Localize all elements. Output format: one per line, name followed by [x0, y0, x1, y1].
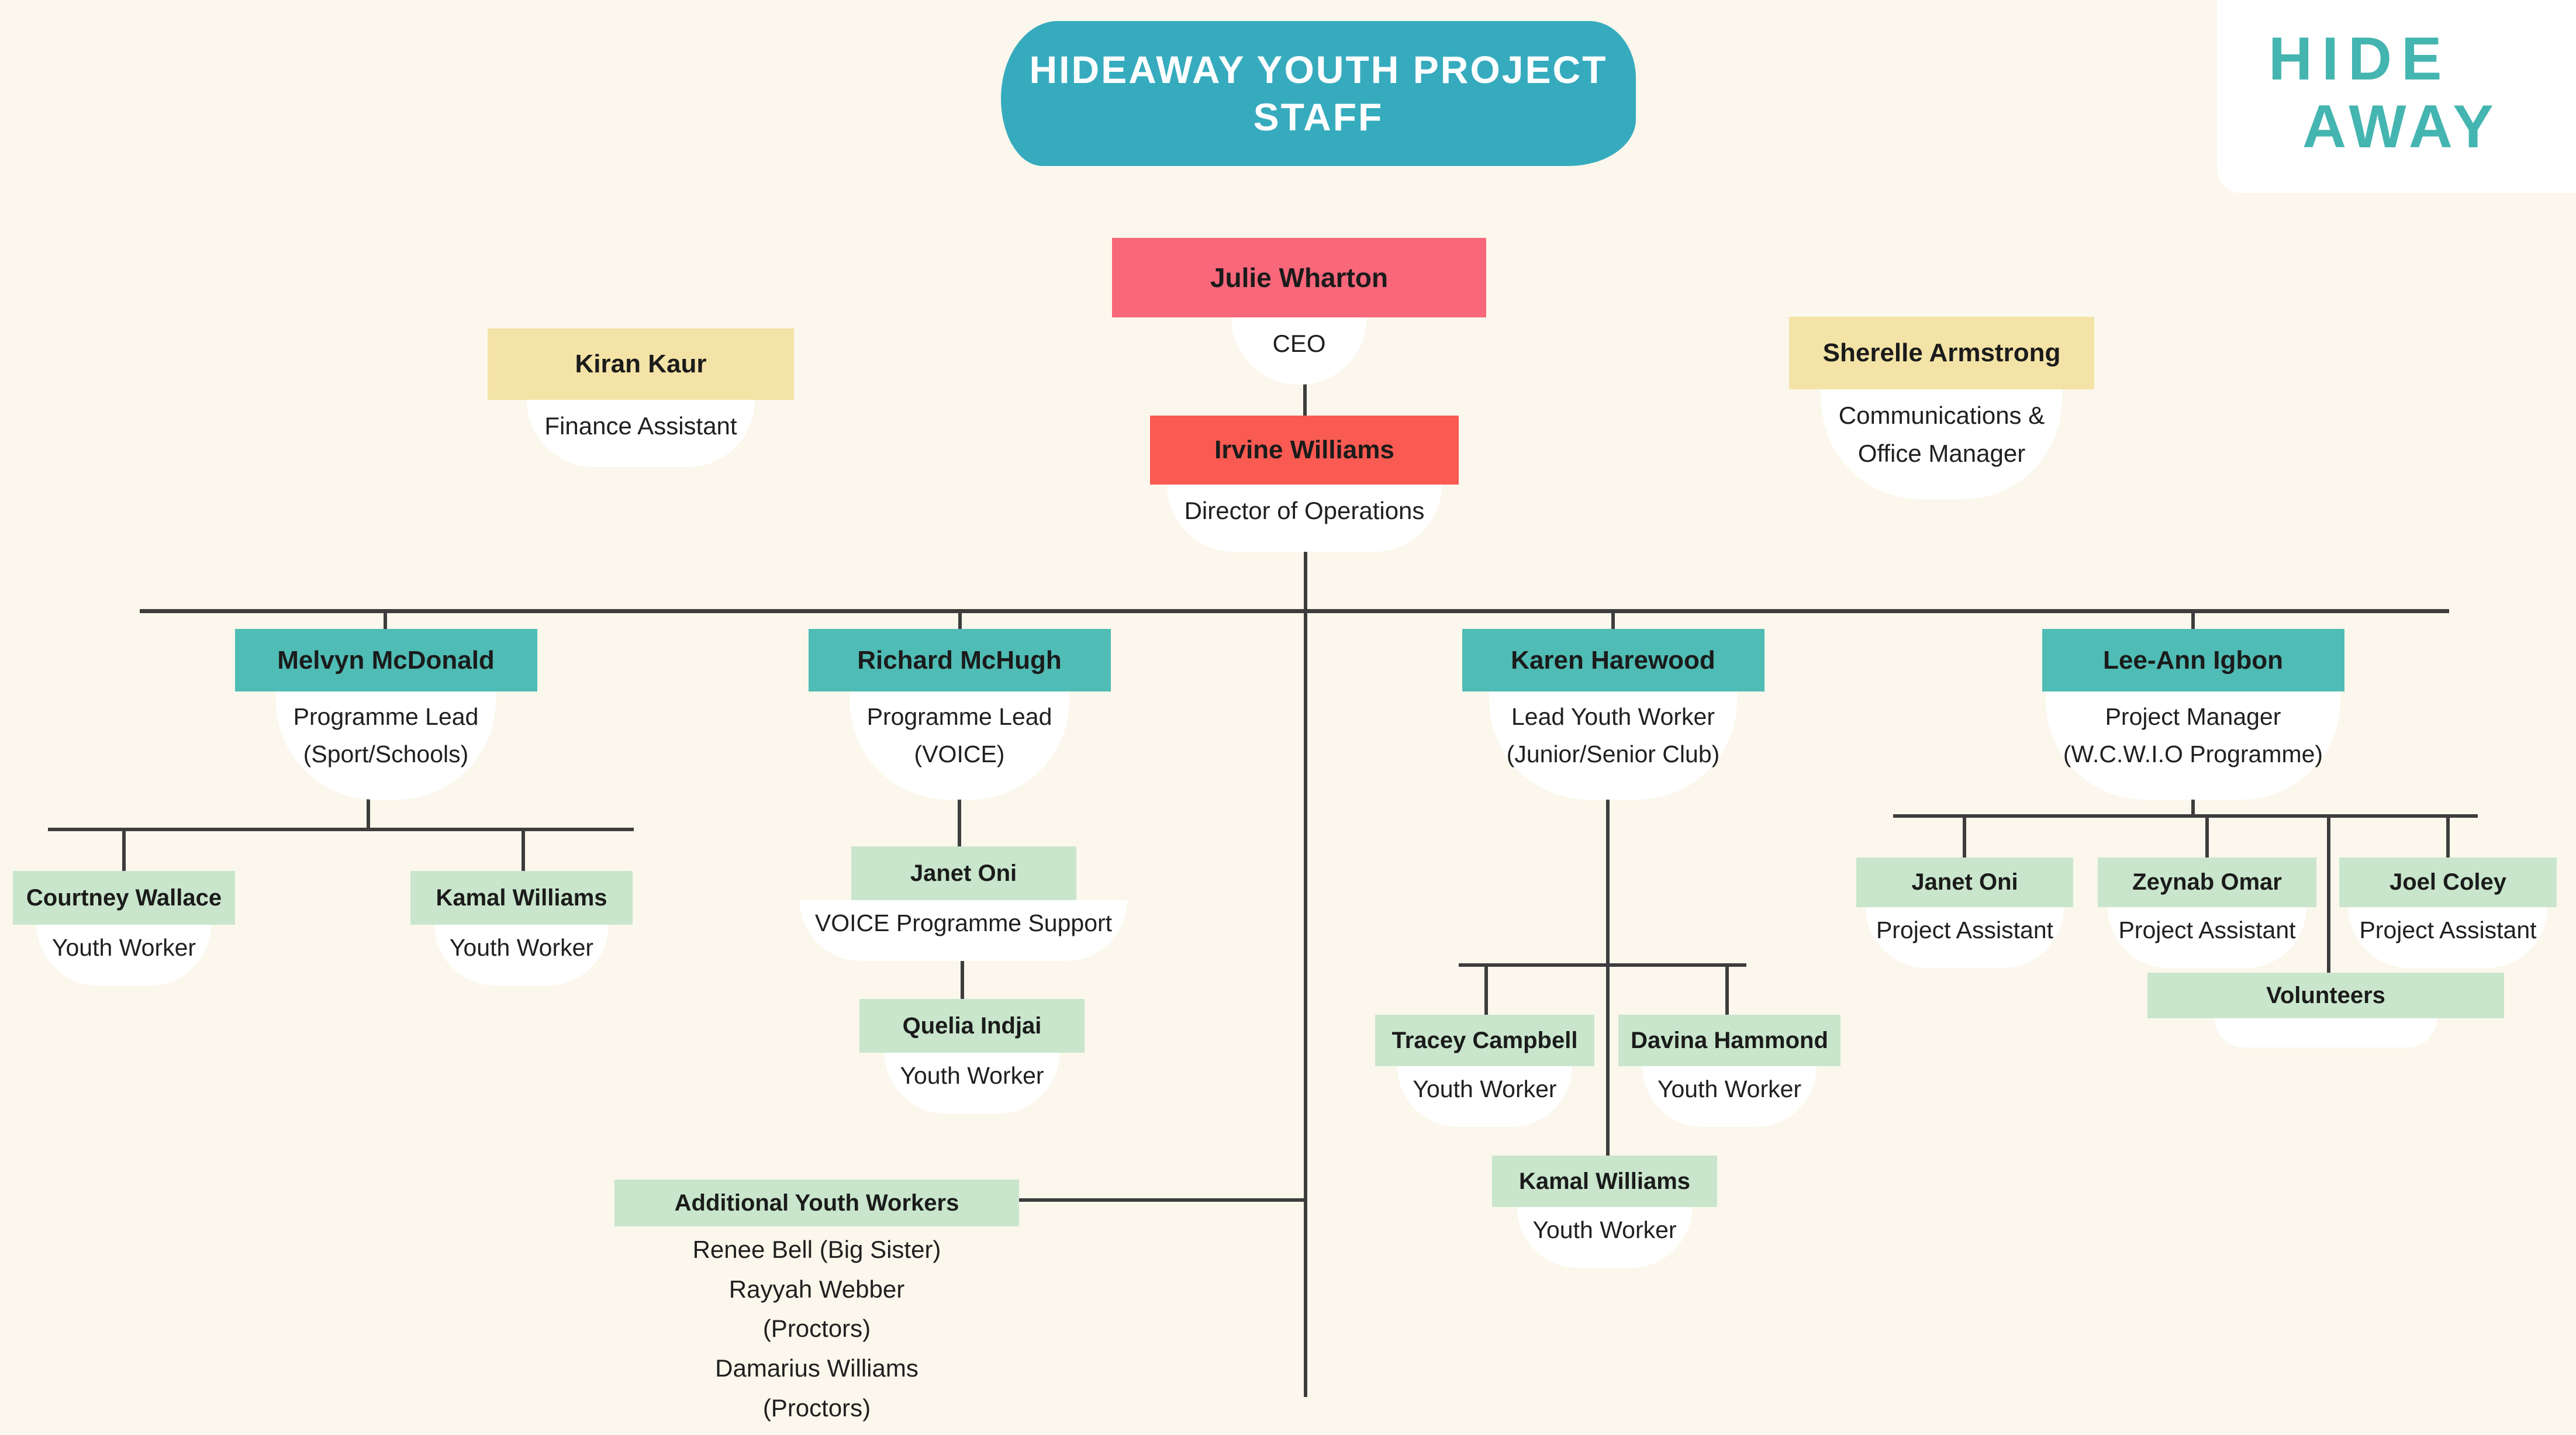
connector-drop-richard — [958, 611, 962, 631]
node-janet-voice — [794, 846, 1133, 961]
connector-drop-joel — [2446, 817, 2450, 857]
connector-central-vertical — [1304, 533, 1307, 1397]
node-lead-club-name-box: Karen Harewood — [1462, 629, 1764, 691]
node-janet-voice-name-box: Janet Oni — [851, 846, 1076, 900]
node-lead-voice-role: Programme Lead (VOICE) — [850, 691, 1070, 800]
node-lead-sport-name-box: Melvyn McDonald — [235, 629, 537, 691]
node-joel-name-box: Joel Coley — [2339, 857, 2557, 907]
node-pm-wcwio — [1988, 629, 2398, 800]
node-volunteers — [2147, 973, 2504, 1050]
node-joel-role: Project Assistant — [2349, 907, 2547, 968]
connector-drop-davina — [1725, 966, 1729, 1015]
node-davina-role: Youth Worker — [1642, 1066, 1817, 1127]
logo-text-away: AWAY — [2302, 93, 2499, 161]
connector-sport-horizontal — [48, 828, 634, 831]
node-ceo-role: CEO — [1231, 317, 1366, 385]
node-joel — [2339, 857, 2557, 968]
node-lead-voice-name-box: Richard McHugh — [809, 629, 1111, 691]
node-kamal-club-name-box: Kamal Williams — [1492, 1156, 1717, 1207]
connector-main-horizontal — [140, 609, 2449, 613]
node-davina — [1618, 1015, 1841, 1127]
additional-member: Damarius Williams — [715, 1354, 918, 1382]
node-comms — [1737, 317, 2146, 499]
node-zeynab — [2098, 857, 2316, 968]
node-pm-wcwio-role: Project Manager (W.C.W.I.O Programme) — [2046, 691, 2340, 800]
node-director-name-box: Irvine Williams — [1150, 416, 1459, 485]
node-director — [1100, 416, 1509, 552]
connector-drop-volunteers — [2327, 817, 2330, 973]
node-kamal-sport — [410, 871, 633, 986]
node-additional — [614, 1180, 1019, 1226]
additional-member: Renee Bell (Big Sister) — [692, 1236, 941, 1263]
connector-karen-branch — [1606, 767, 1610, 1156]
connector-drop-courtney — [122, 830, 126, 872]
node-finance-role: Finance Assistant — [527, 400, 754, 467]
node-janet-wcwio-role: Project Assistant — [1866, 907, 2064, 968]
connector-drop-zeynab — [2205, 817, 2209, 857]
node-volunteers-blob — [2215, 1018, 2437, 1047]
connector-drop-leeann — [2191, 611, 2195, 631]
hideaway-logo — [2217, 0, 2576, 193]
additional-members-list — [614, 1232, 1019, 1430]
node-comms-name-box: Sherelle Armstrong — [1789, 317, 2094, 389]
node-tracey-name-box: Tracey Campbell — [1375, 1015, 1594, 1066]
node-davina-name-box: Davina Hammond — [1618, 1015, 1841, 1066]
node-kamal-sport-role: Youth Worker — [434, 925, 609, 986]
connector-additional-horizontal — [1019, 1198, 1305, 1202]
node-kamal-sport-name-box: Kamal Williams — [410, 871, 633, 925]
node-zeynab-role: Project Assistant — [2108, 907, 2306, 968]
node-finance — [436, 329, 845, 467]
node-zeynab-name-box: Zeynab Omar — [2098, 857, 2316, 907]
logo-text-hide: HIDE — [2268, 25, 2451, 93]
node-quelia-name-box: Quelia Indjai — [859, 999, 1085, 1053]
page-title: HIDEAWAY YOUTH PROJECT STAFF — [1029, 48, 1608, 139]
node-tracey-role: Youth Worker — [1397, 1066, 1572, 1127]
connector-drop-janet-wcwio — [1963, 817, 1966, 857]
node-pm-wcwio-name-box: Lee-Ann Igbon — [2042, 629, 2344, 691]
node-lead-sport-role: Programme Lead (Sport/Schools) — [276, 691, 496, 800]
node-volunteers-name-box: Volunteers — [2147, 973, 2504, 1018]
connector-drop-kamal-sport — [522, 830, 525, 872]
additional-member: (Proctors) — [762, 1393, 871, 1422]
node-director-role: Director of Operations — [1167, 485, 1442, 552]
page-title-banner — [1001, 21, 1636, 166]
node-courtney-name-box: Courtney Wallace — [13, 871, 235, 925]
node-kamal-club-role: Youth Worker — [1517, 1207, 1691, 1268]
additional-member: Rayyah Webber — [728, 1275, 905, 1303]
node-ceo-name-box: Julie Wharton — [1112, 238, 1486, 317]
connector-wcwio-horizontal — [1893, 814, 2478, 818]
node-janet-voice-role: VOICE Programme Support — [800, 900, 1127, 961]
node-courtney — [13, 871, 235, 986]
node-finance-name-box: Kiran Kaur — [488, 329, 794, 400]
node-courtney-role: Youth Worker — [37, 925, 211, 986]
node-janet-wcwio-name-box: Janet Oni — [1856, 857, 2073, 907]
connector-clubs-horizontal — [1459, 963, 1746, 967]
node-kamal-club — [1492, 1156, 1717, 1268]
node-lead-sport — [181, 629, 591, 800]
node-janet-wcwio — [1856, 857, 2073, 968]
node-lead-club — [1408, 629, 1818, 800]
node-comms-role: Communications & Office Manager — [1821, 389, 2062, 499]
node-quelia-role: Youth Worker — [885, 1053, 1059, 1114]
node-lead-voice — [755, 629, 1164, 800]
connector-drop-melvyn — [384, 611, 387, 631]
node-lead-club-role: Lead Youth Worker (Junior/Senior Club) — [1489, 691, 1738, 800]
node-additional-name-box: Additional Youth Workers — [614, 1180, 1019, 1226]
node-quelia — [859, 999, 1085, 1114]
connector-drop-tracey — [1484, 966, 1488, 1015]
node-ceo — [1094, 238, 1504, 385]
additional-member: (Proctors) — [762, 1315, 871, 1343]
connector-drop-karen — [1611, 611, 1615, 631]
node-tracey — [1375, 1015, 1594, 1127]
